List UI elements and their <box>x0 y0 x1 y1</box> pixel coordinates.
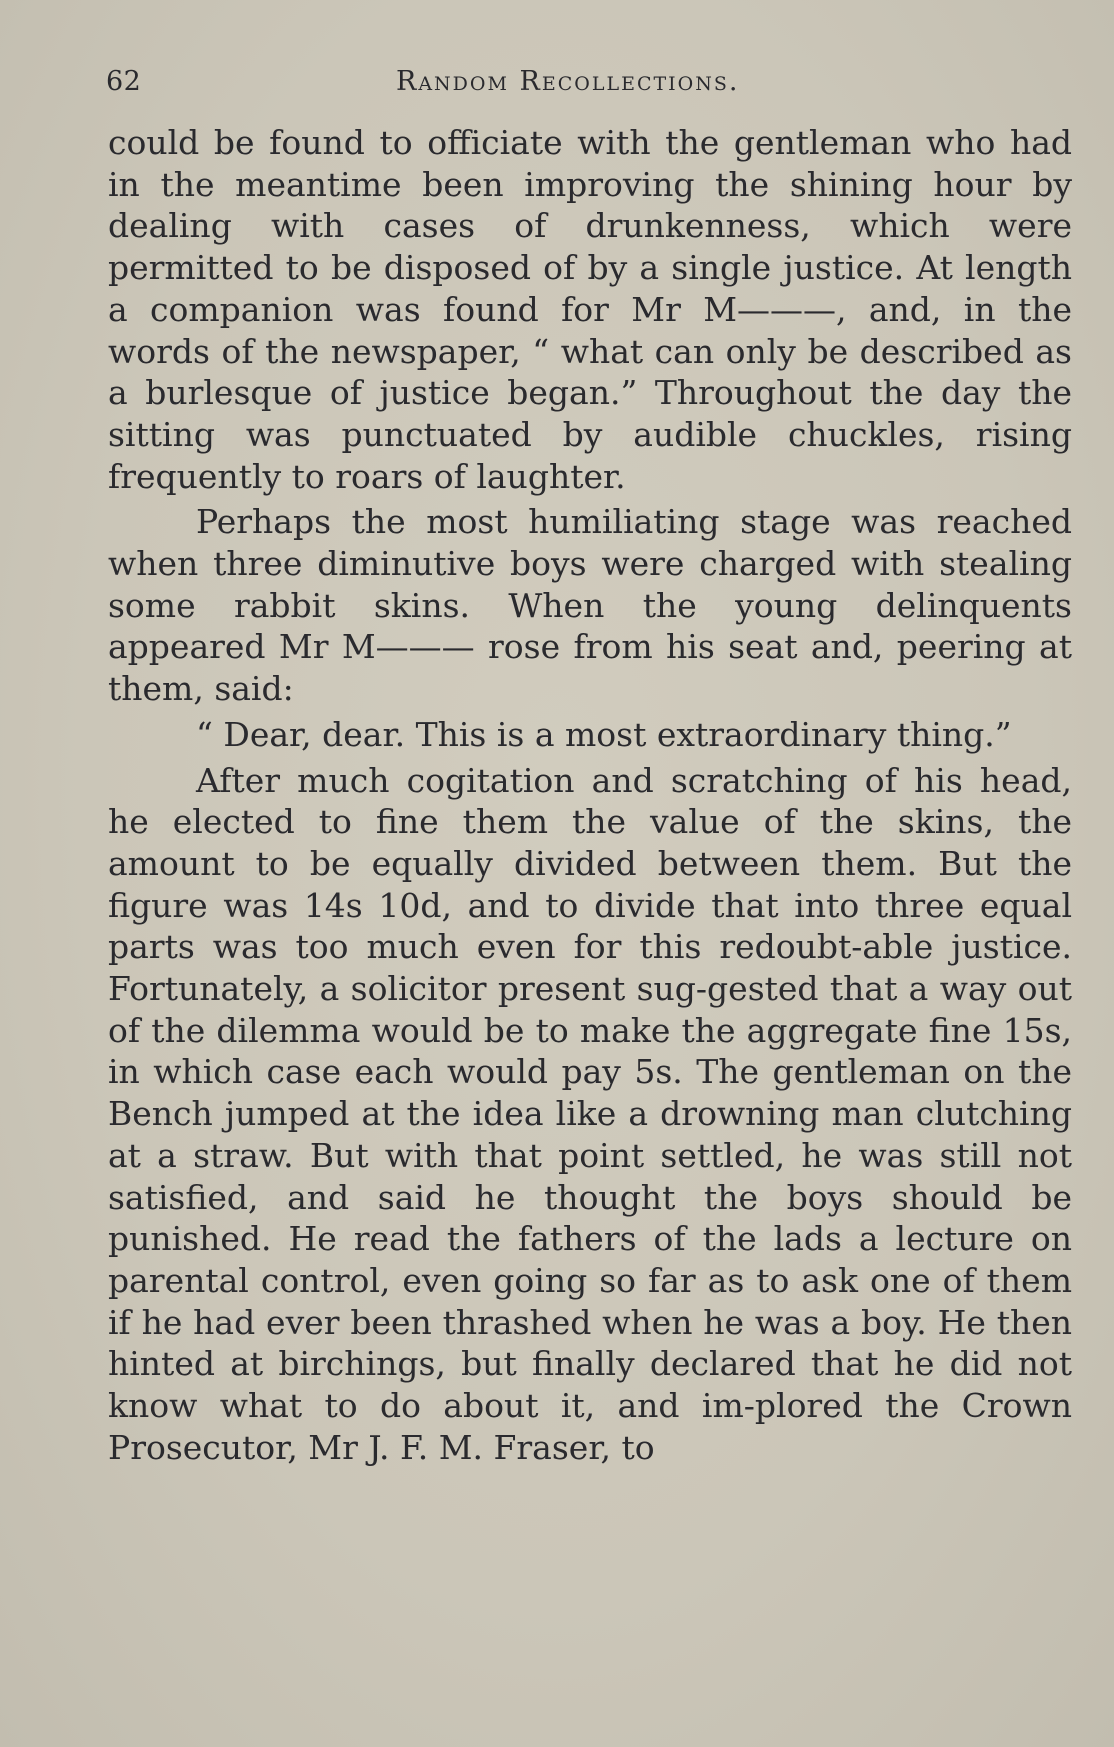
paragraph-fine: After much cogitation and scratching of his head, he elected to fine them the value of the skins, the amount to be equally divided between them. But the figure was 14s 10d, and to divide that into three equal parts was too much even for this redoubt-able justice. Fortunately, a solicitor present sug-gested that a way out of the dilemma would be to make the aggregate fine 15s, in which case each would pay 5s. The gentleman on the Bench jumped at the idea like a drowning man clutching at a straw. But with that point settled, he was still not satisfied, and said he thought the boys should be punished. He read the fathers of the lads a lecture on parental control, even going so far as to ask one of them if he had ever been thrashed when he was a boy. He then hinted at birchings, but finally declared that he did not know what to do about it, and im-plored the Crown Prosecutor, Mr J. F. M. Fraser, to <box>108 760 1072 1467</box>
running-head <box>106 66 1076 106</box>
body-text <box>108 122 1072 1473</box>
paragraph-continuation: could be found to officiate with the gentleman who had in the meantime been improving the shining hour by dealing with cases of drunkenness, which were permitted to be disposed of by a single justice. At length a companion was found for Mr M———, and, in the words of the newspaper, “ what can only be described as a burlesque of justice began.” Throughout the day the sitting was punctuated by audible chuckles, rising frequently to roars of laughter. <box>108 123 1072 496</box>
paragraph-quotation: “ Dear, dear. This is a most extraordinary thing.” <box>196 714 1012 754</box>
running-title: Random Recollections. <box>396 66 740 97</box>
paragraph-rabbit-skins: Perhaps the most humiliating stage was reached when three diminutive boys were charged with stealing some rabbit skins. When the young delinquents appeared Mr M——— rose from his seat and, peering at them, said: <box>108 502 1072 709</box>
page-number: 62 <box>106 66 142 97</box>
